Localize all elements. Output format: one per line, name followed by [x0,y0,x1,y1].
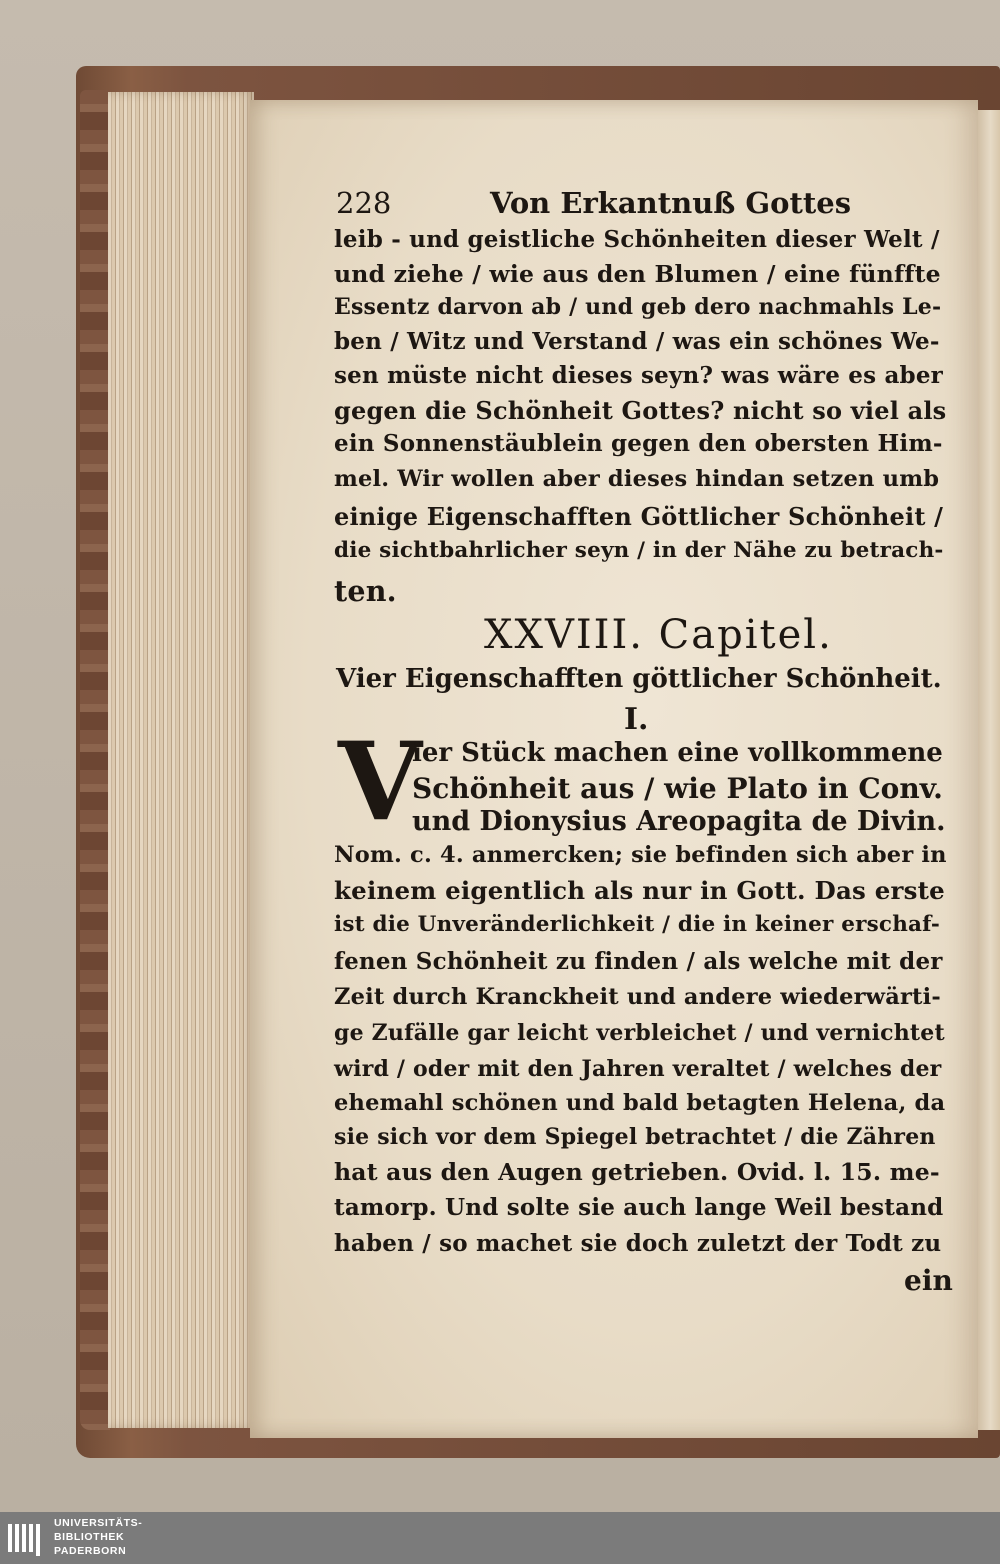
text-line: ehemahl schönen und bald betagten Helena, da [334,1090,946,1116]
library-logo-icon [6,1520,46,1556]
text-line: ier Stück machen eine vollkommene [412,738,943,768]
text-line: ein Sonnenstäublein gegen den obersten Him- [334,430,943,457]
text-line: hat aus den Augen getrieben. Ovid. l. 15. me- [334,1158,940,1186]
text-line: ge Zufälle gar leicht verbleichet / und vernichtet [334,1020,945,1046]
facing-page-edge [976,110,1000,1430]
logo-text-line-2: BIBLIOTHEK [54,1531,125,1543]
text-line: wird / oder mit den Jahren veraltet / welches der [334,1056,942,1082]
book-spine-edge [80,90,110,1430]
text-line: die sichtbahrlicher seyn / in der Nähe zu betrach- [334,538,944,563]
chapter-subtitle: Vier Eigenschafften göttlicher Schönheit. [336,664,942,694]
text-line: sen müste nicht dieses seyn? was wäre es aber [334,362,943,389]
text-line: mel. Wir wollen aber dieses hindan setzen umb [334,466,940,492]
text-line: einige Eigenschafften Göttlicher Schönheit / [334,502,944,531]
text-line: Nom. c. 4. anmercken; sie befinden sich aber in [334,842,947,868]
section-number: I. [624,702,649,737]
logo-text-line-1: UNIVERSITÄTS- [54,1517,143,1529]
text-line: tamorp. Und solte sie auch lange Weil bestand [334,1194,944,1221]
text-line: sie sich vor dem Spiegel betrachtet / die Zähren [334,1124,936,1150]
chapter-heading: XXVIII. Capitel. [484,612,833,658]
text-line: fenen Schönheit zu finden / als welche mit der [334,948,943,975]
logo-text-line-3: PADERBORN [54,1545,127,1557]
running-title: Von Erkantnuß Gottes [490,186,852,220]
text-line: und Dionysius Areopagita de Divin. [412,806,946,837]
page-number: 228 [336,186,392,220]
text-line: keinem eigentlich als nur in Gott. Das erste [334,876,945,905]
text-line: und ziehe / wie aus den Blumen / eine fünffte [334,260,941,288]
text-line: haben / so machet sie doch zuletzt der Todt zu [334,1230,942,1257]
text-line: ten. [334,574,397,608]
text-line: gegen die Schönheit Gottes? nicht so viel als [334,396,947,425]
text-line: leib - und geistliche Schönheiten dieser Welt / [334,226,940,253]
page-edges [108,92,254,1428]
text-line: ben / Witz und Verstand / was ein schönes We- [334,328,940,355]
text-line: Schönheit aus / wie Plato in Conv. [412,772,943,805]
library-footer [0,1512,1000,1564]
text-line: Zeit durch Kranckheit und andere wiederwärti- [334,984,941,1010]
catchword: ein [904,1264,953,1297]
text-line: Essentz darvon ab / und geb dero nachmahls Le- [334,294,942,320]
text-line: ist die Unveränderlichkeit / die in keiner erschaf- [334,912,940,937]
drop-cap: V [338,719,422,845]
